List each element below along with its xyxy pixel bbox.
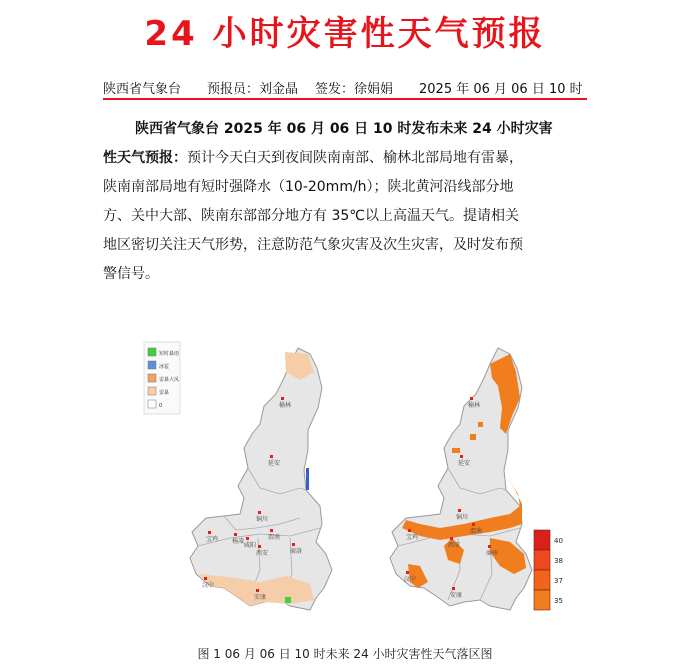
red-divider: [103, 98, 587, 100]
city-marker: [246, 537, 249, 540]
temperature-scale-swatch: [534, 530, 550, 550]
legend-swatch: [148, 400, 156, 408]
right-heat-patch: [470, 434, 476, 440]
city-marker: [408, 529, 411, 532]
body-line-4: 方、关中大部、陕南东部部分地方有 35℃以上高温天气。提请相关: [103, 208, 519, 224]
body-line-3: 陕南南部局地有短时强降水（10-20mm/h）；陕北黄河沿线部分地: [103, 179, 514, 195]
city-label: 宝鸡: [406, 534, 419, 541]
legend-swatch: [148, 348, 156, 356]
city-marker: [292, 543, 295, 546]
figure-caption: 图 1 06 月 06 日 10 时未来 24 小时灾害性天气落区图: [197, 647, 493, 661]
legend-swatch: [148, 361, 156, 369]
city-marker: [472, 523, 475, 526]
issue-info-line: [103, 78, 587, 100]
left-legend: [144, 342, 180, 414]
forecast-map-figure: [140, 338, 570, 638]
city-label: 汉中: [202, 582, 215, 589]
city-marker: [406, 571, 409, 574]
document-title: 24 小时灾害性天气预报: [144, 14, 546, 54]
legend-label: 雷暴大风: [159, 377, 180, 383]
city-marker: [258, 545, 261, 548]
city-label: 延安: [268, 460, 281, 467]
legend-label: 冰雹: [159, 364, 170, 370]
right-heat-patch: [452, 448, 460, 453]
legend-label: 雷暴: [159, 390, 170, 396]
temperature-scale-swatch: [534, 550, 550, 570]
legend-label: 0: [159, 403, 163, 409]
body-line-6: 警信号。: [103, 266, 159, 282]
right-heat-patch: [478, 422, 483, 427]
city-label: 榆林: [279, 402, 292, 409]
lead-bold-2: 性天气预报：: [103, 150, 187, 166]
city-label: 汉中: [404, 576, 417, 583]
temperature-scale-label: 40: [554, 537, 563, 545]
city-label: 铜川: [456, 514, 469, 521]
body-line-5: 地区密切关注天气形势，注意防范气象灾害及次生灾害，及时发布预: [103, 237, 523, 253]
left-heavy-rain-spot: [285, 597, 291, 603]
temperature-scale-label: 37: [554, 577, 563, 585]
city-label: 渭南: [268, 534, 281, 541]
issuer-name: 签发：徐娟娟: [315, 82, 394, 97]
city-label: 杨凌: [232, 538, 245, 545]
city-marker: [450, 537, 453, 540]
left-hail-strip: [306, 468, 309, 490]
left-thunder-map: [144, 342, 332, 610]
city-label: 西安: [448, 542, 461, 549]
city-marker: [470, 397, 473, 400]
right-heat-map: [390, 348, 563, 610]
body-line-2: 预计今天白天到夜间陕南南部、榆林北部局地有雷暴，: [187, 150, 523, 166]
city-marker: [488, 545, 491, 548]
legend-swatch: [148, 387, 156, 395]
forecast-paragraph: [103, 115, 587, 289]
city-label: 铜川: [256, 516, 269, 523]
legend-label: 短时暴雨: [159, 351, 180, 357]
city-marker: [208, 531, 211, 534]
city-label: 商州: [486, 550, 499, 557]
forecaster-name: 预报员：刘金晶: [207, 82, 299, 97]
issue-datetime: 2025 年 06 月 06 日 10 时: [419, 82, 583, 97]
city-label: 商洛: [290, 548, 303, 555]
city-marker: [258, 511, 261, 514]
legend-swatch: [148, 374, 156, 382]
city-marker: [256, 589, 259, 592]
temperature-scale-label: 35: [554, 597, 563, 605]
city-label: 宝鸡: [206, 536, 219, 543]
city-marker: [458, 509, 461, 512]
forecast-maps-svg: [140, 338, 570, 638]
city-label: 安康: [254, 594, 267, 601]
city-marker: [234, 533, 237, 536]
city-label: 安康: [450, 592, 463, 599]
city-marker: [460, 455, 463, 458]
city-marker: [270, 529, 273, 532]
city-label: 延安: [458, 460, 471, 467]
city-marker: [204, 577, 207, 580]
agency-name: 陕西省气象台: [103, 82, 182, 97]
temperature-scale-label: 38: [554, 557, 563, 565]
city-label: 咸阳: [244, 542, 257, 549]
left-province-outline: [190, 348, 332, 610]
lead-bold-1: 陕西省气象台 2025 年 06 月 06 日 10 时发布未来 24 小时灾害: [135, 121, 553, 137]
city-marker: [281, 397, 284, 400]
city-marker: [452, 587, 455, 590]
temperature-scale-swatch: [534, 570, 550, 590]
city-marker: [270, 455, 273, 458]
city-label: 西安: [256, 550, 269, 557]
city-label: 渭南: [470, 528, 483, 535]
temperature-scale-swatch: [534, 590, 550, 610]
right-legend: [534, 530, 563, 610]
city-label: 榆林: [468, 402, 481, 409]
